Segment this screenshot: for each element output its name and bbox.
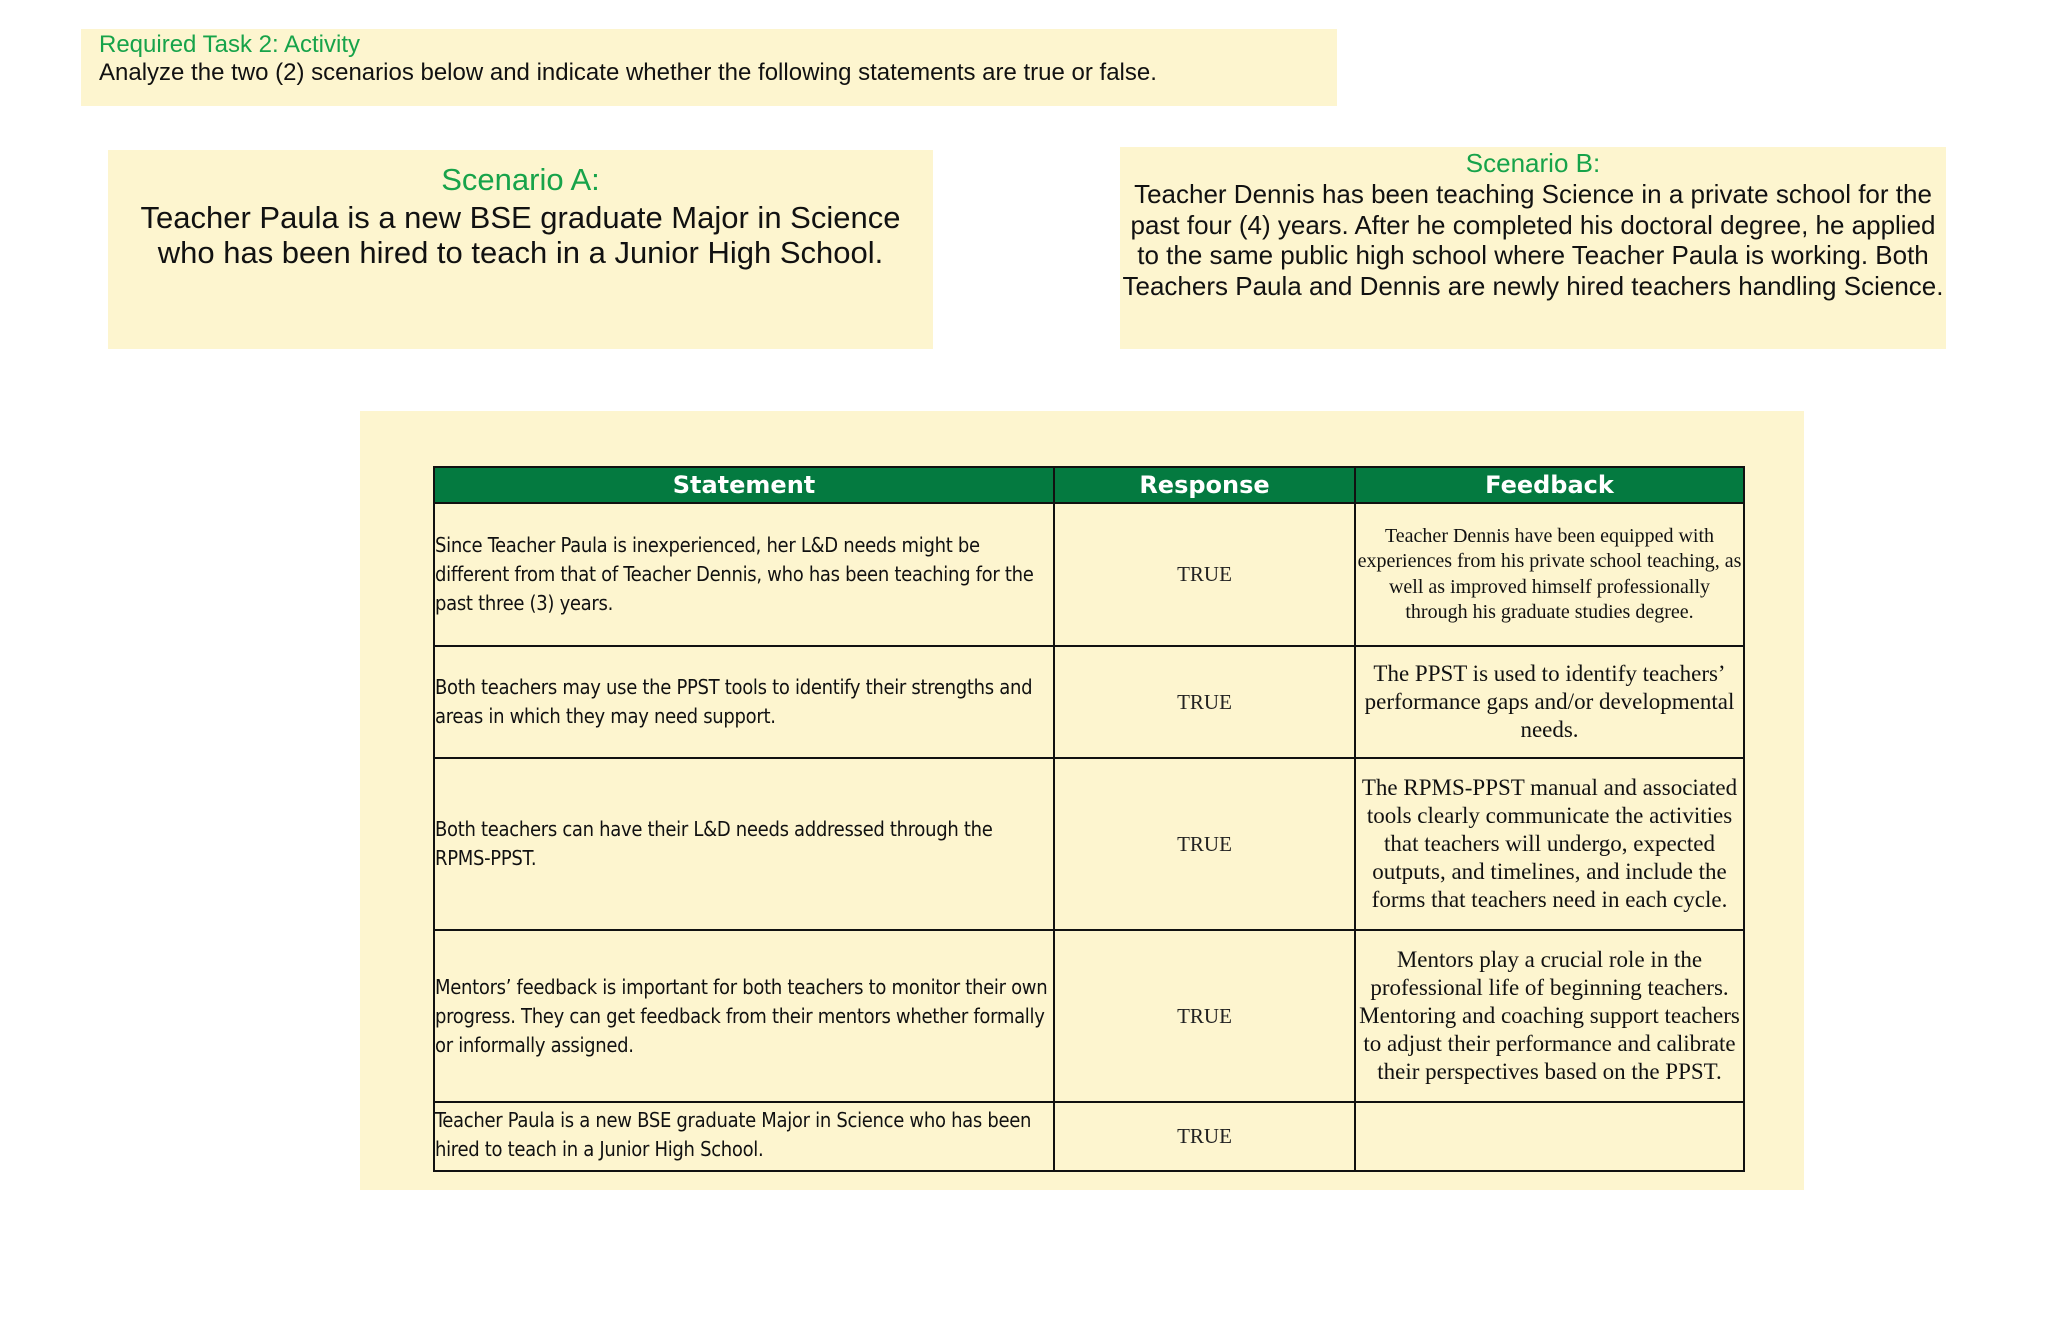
scenario-b-title: Scenario B: xyxy=(1465,148,1601,178)
scenario-a-text: Teacher Paula is a new BSE graduate Major in Science who has been hired to teach in a Junior High School. xyxy=(140,200,901,270)
table-row xyxy=(434,930,1744,1102)
response-cell: TRUE xyxy=(1054,930,1355,1102)
response-cell: TRUE xyxy=(1054,758,1355,930)
response-cell: TRUE xyxy=(1054,646,1355,758)
table-header-row xyxy=(434,467,1744,503)
feedback-cell: The RPMS-PPST manual and associated tools clearly communicate the activities that teachers will undergo, expected outputs, and timelines, and include the forms that teachers need in each cycle. xyxy=(1355,758,1744,930)
scenario-a-title: Scenario A: xyxy=(441,162,600,197)
table-row xyxy=(434,1102,1744,1171)
response-cell: TRUE xyxy=(1054,503,1355,646)
scenario-a-box xyxy=(108,150,933,349)
activity-table xyxy=(433,466,1745,1172)
statement-cell: Both teachers can have their L&D needs addressed through the RPMS-PPST. xyxy=(434,758,1054,930)
header-feedback: Feedback xyxy=(1355,467,1744,503)
table-row xyxy=(434,758,1744,930)
task-header-box xyxy=(81,29,1337,106)
task-title: Required Task 2: Activity xyxy=(99,31,361,58)
scenario-b-text: Teacher Dennis has been teaching Science in a private school for the past four (4) years. After he completed his doctoral degree, he applied to the same public high school where Teacher Paula is working. Both Teachers Paula and Dennis are newly hired teachers handling Science. xyxy=(1122,179,1944,301)
feedback-cell: Teacher Dennis have been equipped with experiences from his private school teaching, as well as improved himself professionally through his graduate studies degree. xyxy=(1355,503,1744,646)
table-row xyxy=(434,503,1744,646)
statement-cell: Mentors’ feedback is important for both teachers to monitor their own progress. They can get feedback from their mentors whether formally or informally assigned. xyxy=(434,930,1054,1102)
feedback-cell: Mentors play a crucial role in the professional life of beginning teachers. Mentoring and coaching support teachers to adjust their performance and calibrate their perspectives based on the PPST. xyxy=(1355,930,1744,1102)
header-statement: Statement xyxy=(434,467,1054,503)
table-row xyxy=(434,646,1744,758)
feedback-cell xyxy=(1355,1102,1744,1171)
feedback-cell: The PPST is used to identify teachers’ performance gaps and/or developmental needs. xyxy=(1355,646,1744,758)
activity-table-panel xyxy=(360,411,1804,1190)
scenario-b-box xyxy=(1120,147,1946,349)
statement-cell: Teacher Paula is a new BSE graduate Major in Science who has been hired to teach in a Junior High School. xyxy=(434,1102,1054,1171)
task-instructions: Analyze the two (2) scenarios below and indicate whether the following statements are true or false. xyxy=(99,59,1157,86)
statement-cell: Since Teacher Paula is inexperienced, her L&D needs might be different from that of Teacher Dennis, who has been teaching for the past three (3) years. xyxy=(434,503,1054,646)
header-response: Response xyxy=(1054,467,1355,503)
response-cell: TRUE xyxy=(1054,1102,1355,1171)
statement-cell: Both teachers may use the PPST tools to identify their strengths and areas in which they may need support. xyxy=(434,646,1054,758)
